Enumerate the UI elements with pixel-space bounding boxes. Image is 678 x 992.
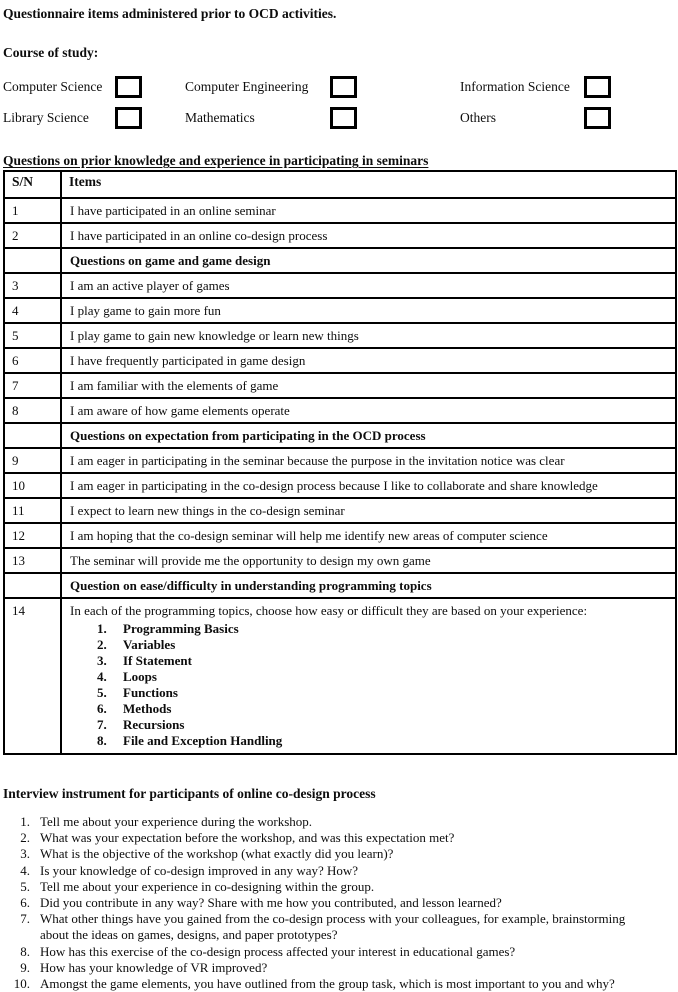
course-option-label-library-science: Library Science [3,110,89,125]
topic-number: 6. [97,701,107,716]
sn-cell: 14 [4,598,61,754]
programming-topic-if-statement [70,653,667,669]
item-cell [61,348,676,373]
checkbox-information-science[interactable] [584,76,611,98]
topic-number: 4. [97,669,107,684]
table-row [4,323,676,348]
item-cell [61,273,676,298]
sn-cell: 12 [4,523,61,548]
item-text: I have frequently participated in game design [70,353,306,368]
sn-cell: 11 [4,498,61,523]
question-number: 6. [20,895,30,911]
topic-number: 5. [97,685,107,700]
sn-cell: 1 [4,198,61,223]
table-row [4,548,676,573]
course-option-box-cell [584,76,676,98]
topic-label: Programming Basics [123,621,239,636]
interview-heading: Interview instrument for participants of online co-design process [3,786,376,801]
sn-cell: 6 [4,348,61,373]
table-row [4,598,676,754]
sn-cell [4,248,61,273]
programming-topic-functions [70,685,667,701]
course-options-grid [3,76,676,129]
question-text: Did you contribute in any way? Share with me how you contributed, and lesson learned? [40,895,502,911]
table-row [4,523,676,548]
question-text: Tell me about your experience during the workshop. [40,814,313,829]
item-cell [61,373,676,398]
sn-cell [4,573,61,598]
interview-question [3,911,676,943]
item-text: I am hoping that the co-design seminar will help me identify new areas of computer science [70,528,548,543]
item-text: In each of the programming topics, choose how easy or difficult they are based on your experience: [70,603,588,618]
item-cell [61,448,676,473]
course-option-box-cell [330,76,460,98]
topic-number: 3. [97,653,107,668]
item-cell [61,548,676,573]
item-text: I am aware of how game elements operate [70,403,290,418]
questionnaire-table-heading: Questions on prior knowledge and experience in participating in seminars [3,153,429,168]
item-cell [61,398,676,423]
course-option-label-computer-engineering: Computer Engineering [185,79,309,94]
course-option-label-computer-science: Computer Science [3,79,103,94]
sn-cell: 9 [4,448,61,473]
table-row [4,298,676,323]
topic-number: 1. [97,621,107,636]
item-text: I am an active player of games [70,278,230,293]
table-row [4,448,676,473]
questionnaire-table [3,170,677,755]
interview-question [3,863,676,879]
table-row [4,223,676,248]
column-header-sn: S/N [4,171,61,198]
topic-label: Methods [123,701,172,716]
topic-label: Loops [123,669,157,684]
interview-question [3,895,676,911]
item-cell [61,498,676,523]
interview-question [3,846,676,862]
item-text: I expect to learn new things in the co-design seminar [70,503,345,518]
question-number: 1. [20,814,30,829]
table-row [4,348,676,373]
table-row [4,198,676,223]
interview-question [3,879,676,895]
question-text: How has your knowledge of VR improved? [40,959,268,975]
item-cell [61,223,676,248]
item-cell [61,298,676,323]
question-text: What other things have you gained from the co-design process with your colleagues, for example, brainstorming about the ideas on games, designs, and paper prototypes? [40,911,626,943]
question-number: 5. [20,878,30,894]
question-text: Tell me about your experience in co-designing within the group. [40,878,375,894]
question-text: How has this exercise of the co-design process affected your interest in educational games? [40,943,516,959]
question-text: Is your knowledge of co-design improved in any way? How? [40,862,359,878]
course-option-box-cell [584,107,676,129]
programming-topics-list [70,621,667,749]
table-section-row [4,423,676,448]
item-cell [61,198,676,223]
course-of-study-label: Course of study: [3,45,99,60]
item-text: I have participated in an online seminar [70,203,276,218]
sn-cell: 8 [4,398,61,423]
item-text: I am eager in participating in the seminar because the purpose in the invitation notice was clear [70,453,565,468]
questionnaire-table-body [4,198,676,754]
checkbox-others[interactable] [584,107,611,129]
interview-question [3,830,676,846]
item-text: I play game to gain more fun [70,303,221,318]
item-cell [61,423,676,448]
item-cell [61,248,676,273]
interview-question-list [3,814,676,992]
item-text: I have participated in an online co-design process [70,228,328,243]
topic-label: Variables [123,637,176,652]
course-option-label-mathematics: Mathematics [185,110,255,125]
topic-label: Recursions [123,717,185,732]
table-section-row [4,248,676,273]
topic-number: 7. [97,717,107,732]
programming-topic-file-and-exception-handling [70,733,667,749]
table-row [4,273,676,298]
section-title-text: Questions on expectation from participating in the OCD process [70,428,426,443]
interview-question [3,814,676,830]
topic-number: 2. [97,637,107,652]
course-option-label-others: Others [460,110,496,125]
question-number: 4. [20,862,30,878]
table-row [4,373,676,398]
checkbox-computer-science[interactable] [115,76,142,98]
question-text: Amongst the game elements, you have outlined from the group task, which is most important to you and why? [40,976,615,992]
course-option-box-cell [115,76,185,98]
checkbox-library-science[interactable] [115,107,142,129]
programming-topic-recursions [70,717,667,733]
question-number: 9. [20,959,30,975]
section-title-text: Question on ease/difficulty in understanding programming topics [70,578,432,593]
interview-question [3,976,676,992]
item-text: I am eager in participating in the co-design process because I like to collaborate and share knowledge [70,478,598,493]
item-cell [61,323,676,348]
question-number: 2. [20,830,30,846]
page-title: Questionnaire items administered prior to OCD activities. [3,6,337,21]
item-cell [61,573,676,598]
sn-cell: 7 [4,373,61,398]
question-number: 7. [20,911,30,927]
programming-topic-variables [70,637,667,653]
sn-cell: 2 [4,223,61,248]
question-number: 8. [20,943,30,959]
item-text: I play game to gain new knowledge or learn new things [70,328,359,343]
item-cell [61,598,676,754]
programming-topic-loops [70,669,667,685]
item-cell [61,473,676,498]
table-row [4,473,676,498]
question-text: What was your expectation before the workshop, and was this expectation met? [40,830,455,846]
topic-label: Functions [123,685,178,700]
question-text: What is the objective of the workshop (what exactly did you learn)? [40,846,394,862]
question-number: 10. [13,976,30,992]
question-number: 3. [20,846,30,862]
table-row [4,398,676,423]
checkbox-mathematics[interactable] [330,107,357,129]
interview-question [3,960,676,976]
topic-number: 8. [97,733,107,748]
sn-cell: 10 [4,473,61,498]
course-option-box-cell [115,107,185,129]
interview-question [3,944,676,960]
topic-label: If Statement [123,653,192,668]
sn-cell: 4 [4,298,61,323]
table-row [4,498,676,523]
table-header-row [4,171,676,198]
sn-cell: 3 [4,273,61,298]
column-header-items: Items [61,171,676,198]
table-section-row [4,573,676,598]
item-text: The seminar will provide me the opportunity to design my own game [70,553,431,568]
topic-label: File and Exception Handling [123,733,283,748]
item-text: I am familiar with the elements of game [70,378,279,393]
sn-cell [4,423,61,448]
checkbox-computer-engineering[interactable] [330,76,357,98]
item-cell [61,523,676,548]
course-option-label-information-science: Information Science [460,79,570,94]
course-option-box-cell [330,107,460,129]
programming-topic-programming-basics [70,621,667,637]
sn-cell: 13 [4,548,61,573]
programming-topic-methods [70,701,667,717]
sn-cell: 5 [4,323,61,348]
section-title-text: Questions on game and game design [70,253,271,268]
